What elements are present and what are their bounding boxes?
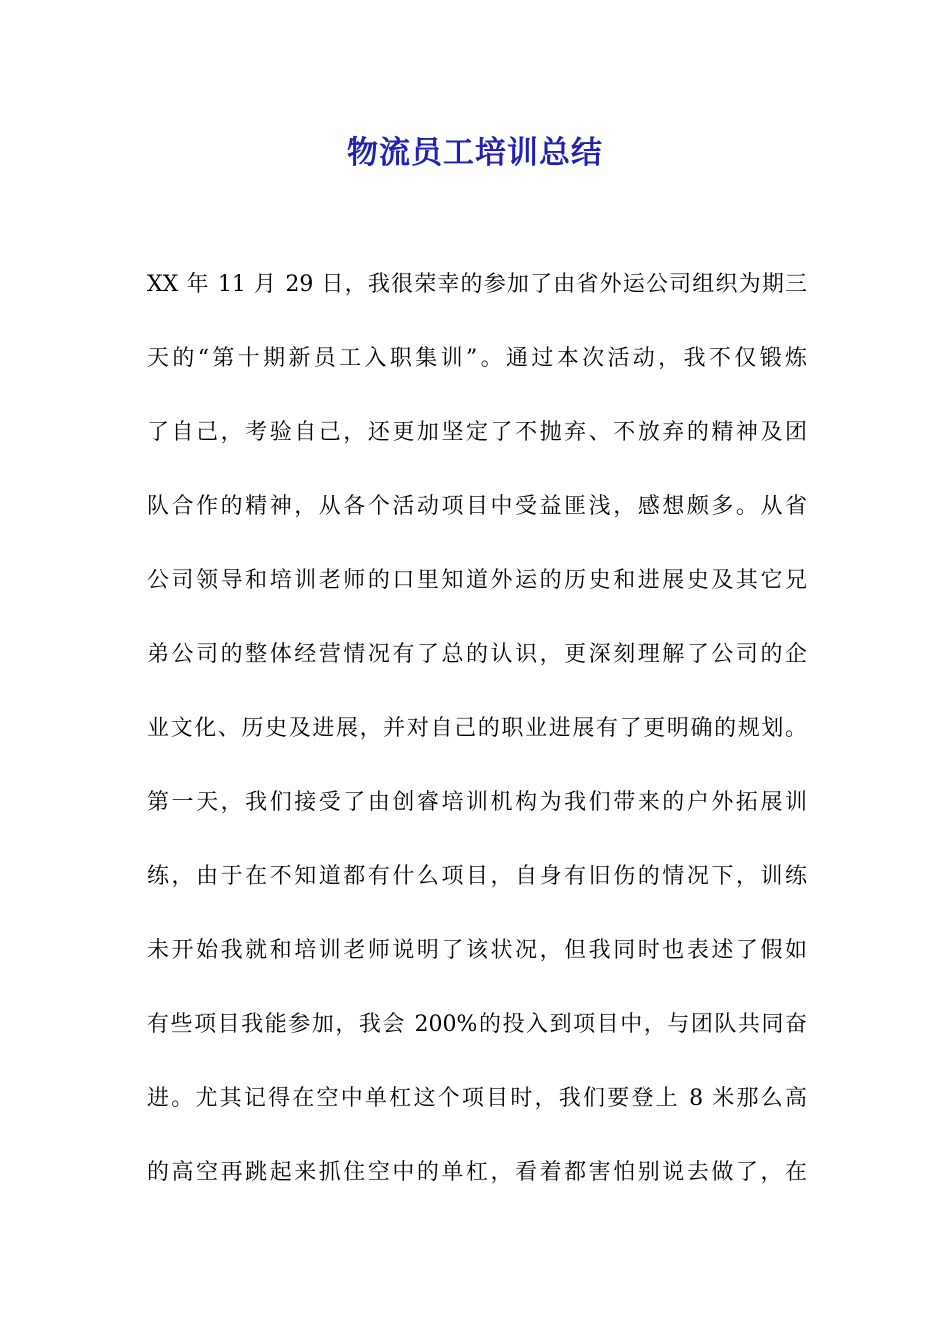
body-line: 有些项目我能参加，我会 200%的投入到项目中，与团队共同奋 (147, 1012, 807, 1037)
body-line: 进。尤其记得在空中单杠这个项目时，我们要登上 8 米那么高 (147, 1086, 807, 1111)
body-line: 未开始我就和培训老师说明了该状况，但我同时也表述了假如 (147, 938, 807, 963)
body-line: 了自己，考验自己，还更加坚定了不抛弃、不放弃的精神及团 (147, 420, 807, 445)
body-line: 练，由于在不知道都有什么项目，自身有旧伤的情况下，训练 (147, 864, 807, 889)
body-line: 的高空再跳起来抓住空中的单杠，看着都害怕别说去做了，在 (147, 1160, 807, 1185)
document-body (147, 261, 807, 1223)
body-line: 业文化、历史及进展，并对自己的职业进展有了更明确的规划。 (147, 716, 807, 741)
body-line: 第一天，我们接受了由创睿培训机构为我们带来的户外拓展训 (147, 790, 807, 815)
document-title: 物流员工培训总结 (347, 135, 603, 171)
body-line: 弟公司的整体经营情况有了总的认识，更深刻理解了公司的企 (147, 642, 807, 667)
body-line: 天的“第十期新员工入职集训”。通过本次活动，我不仅锻炼 (147, 346, 807, 371)
body-line: 队合作的精神，从各个活动项目中受益匪浅，感想颇多。从省 (147, 494, 807, 519)
body-line: 公司领导和培训老师的口里知道外运的历史和进展史及其它兄 (147, 568, 807, 593)
body-line: XX 年 11 月 29 日，我很荣幸的参加了由省外运公司组织为期三 (147, 272, 807, 297)
